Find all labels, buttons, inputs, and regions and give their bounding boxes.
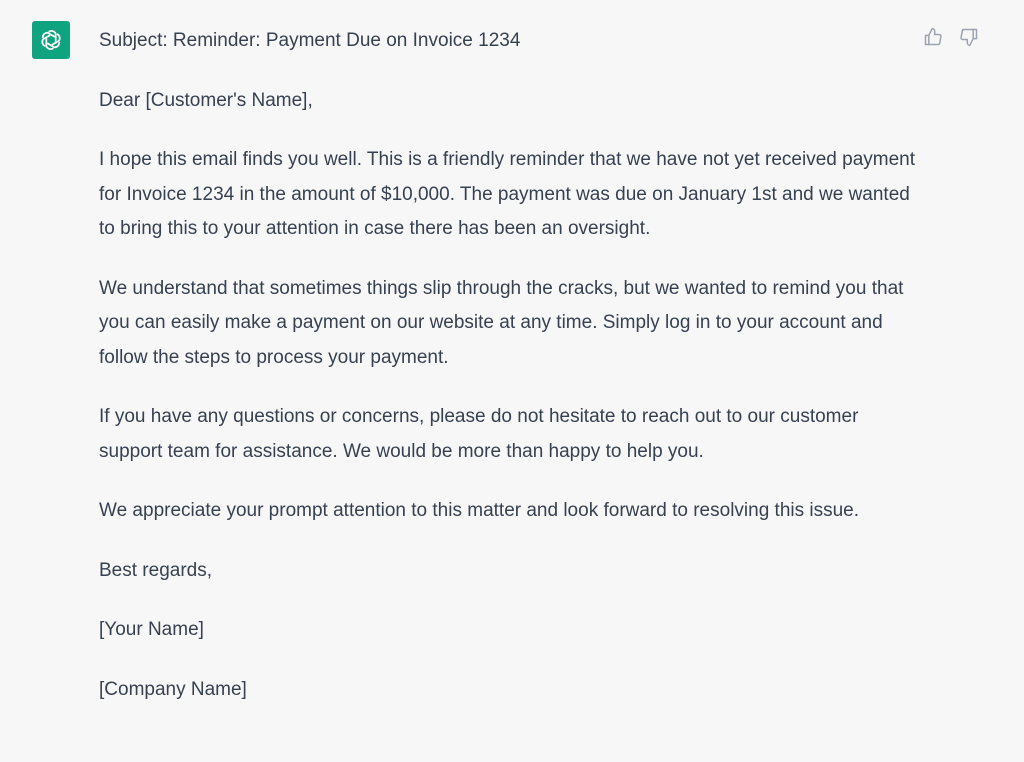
thumbs-up-button[interactable] xyxy=(922,26,944,48)
assistant-avatar xyxy=(32,21,70,59)
thumbs-down-icon xyxy=(959,27,979,47)
email-paragraph-3: If you have any questions or concerns, please do not hesitate to reach out to our customer support team for assistance. We would be more than happy to help you. xyxy=(99,406,859,462)
thumbs-up-icon xyxy=(923,27,943,47)
email-paragraph-2: We understand that sometimes things slip through the cracks, but we wanted to remind you that you can easily make a payment on our website at any time. Simply log in to your account and follow the steps to process your payment. xyxy=(99,277,904,368)
assistant-message xyxy=(99,24,919,732)
email-signature-company: [Company Name] xyxy=(99,678,247,700)
feedback-buttons xyxy=(922,26,980,48)
openai-logo-icon xyxy=(37,26,65,54)
thumbs-down-button[interactable] xyxy=(958,26,980,48)
email-closing: Best regards, xyxy=(99,559,212,581)
email-paragraph-4: We appreciate your prompt attention to this matter and look forward to resolving this issue. xyxy=(99,500,860,521)
email-paragraph-1: I hope this email finds you well. This is a friendly reminder that we have not yet received payment for Invoice 1234 in the amount of $10,000. The payment was due on January 1st and we wanted to bring this to your attention in case there has been an oversight. xyxy=(99,149,915,239)
email-greeting: Dear [Customer's Name], xyxy=(99,89,313,111)
email-subject: Subject: Reminder: Payment Due on Invoice 1234 xyxy=(99,30,521,51)
email-signature-name: [Your Name] xyxy=(99,619,204,640)
